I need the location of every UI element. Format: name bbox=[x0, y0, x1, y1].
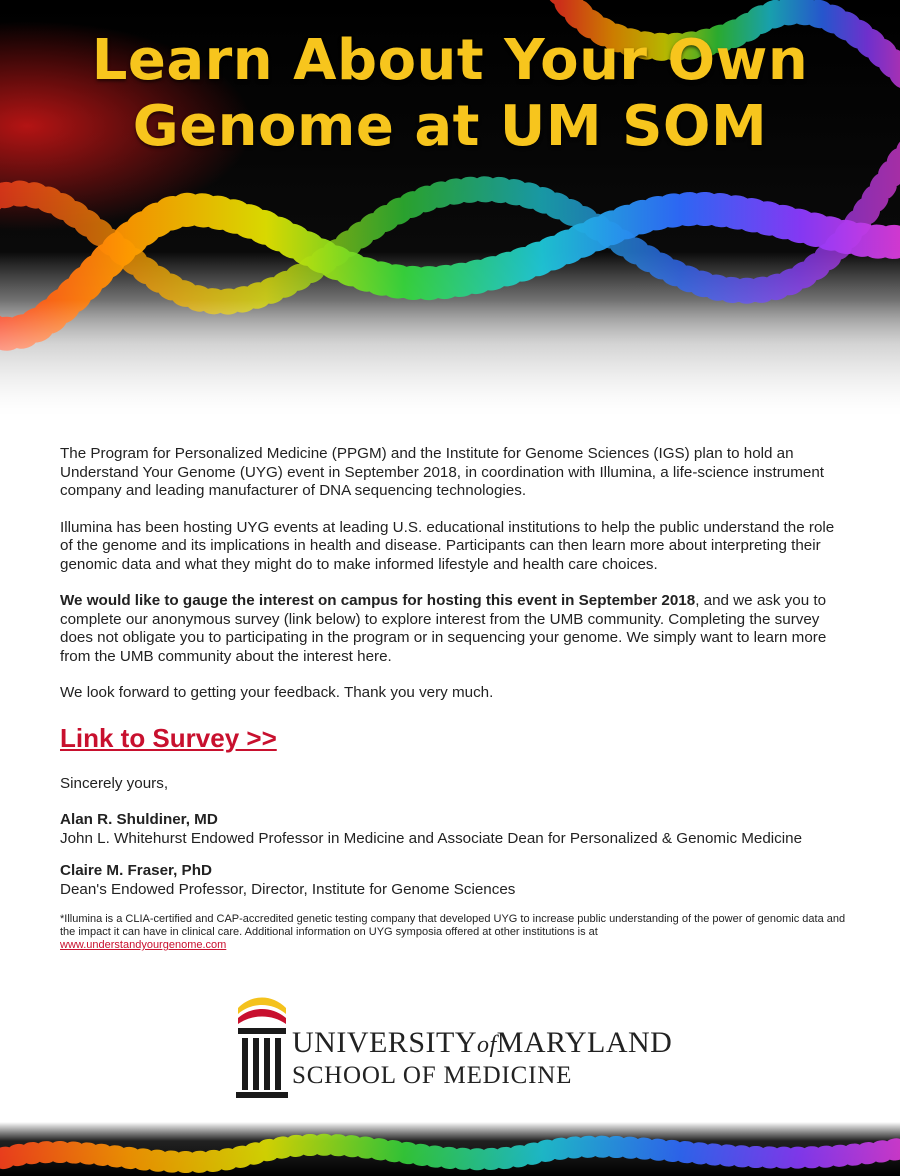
umsom-logo bbox=[234, 990, 674, 1102]
logo-university-text bbox=[292, 1026, 672, 1060]
dome-columns-icon bbox=[234, 990, 290, 1102]
paragraph-thanks: We look forward to getting your feedback. Thank you very much. bbox=[60, 684, 494, 701]
signatory-2-title: Dean's Endowed Professor, Director, Institute for Genome Sciences bbox=[60, 880, 516, 898]
paragraph-illumina: Illumina has been hosting UYG events at leading U.S. educational institutions to help the public understand the role of the genome and its implications in health and disease. Participants can then learn more about interpreting their genomic data and what they might do to make informed lifestyle and health care choices. bbox=[60, 518, 835, 573]
footer-dna-image bbox=[0, 1122, 900, 1176]
survey-link[interactable]: Link to Survey >> bbox=[60, 722, 277, 753]
closing-text: Sincerely yours, bbox=[60, 774, 169, 792]
footer-dna-band bbox=[0, 1122, 900, 1176]
footnote bbox=[60, 913, 850, 952]
signatory-1-name: Alan R. Shuldiner, MD bbox=[60, 811, 218, 828]
footnote-link[interactable]: www.understandyourgenome.com bbox=[60, 939, 227, 951]
paragraph-survey-bold: We would like to gauge the interest on campus for hosting this event in September 2018 bbox=[60, 592, 696, 609]
paragraph-intro: The Program for Personalized Medicine (PPGM) and the Institute for Genome Sciences (IGS) plan to hold an Understand Your Genome (UYG) event in September 2018, in coordination with Illumina, a life-science instrument company and leading manufacturer of DNA sequencing technologies. bbox=[60, 445, 824, 499]
signatory-1 bbox=[60, 811, 850, 848]
title-line-1: Learn About Your Own bbox=[91, 28, 809, 93]
footnote-text: *Illumina is a CLIA-certified and CAP-accredited genetic testing company that developed UYG to increase public understanding of the power of genomic data and the impact it can have in clinical care. Additional information on UYG symposia offered at other institutions is at bbox=[60, 913, 846, 938]
signatory-2 bbox=[60, 862, 850, 899]
title-line-2: Genome at UM SOM bbox=[132, 94, 768, 159]
logo-school-text: SCHOOL OF MEDICINE bbox=[292, 1062, 573, 1089]
logo-word-maryland: MARYLAND bbox=[496, 1026, 673, 1059]
page-title bbox=[0, 28, 900, 160]
hero-banner bbox=[0, 0, 900, 420]
letter-body bbox=[60, 445, 850, 952]
paragraph-survey bbox=[60, 592, 850, 666]
signatory-1-title: John L. Whitehurst Endowed Professor in Medicine and Associate Dean for Personalized & Genomic Medicine bbox=[60, 829, 803, 847]
signatory-2-name: Claire M. Fraser, PhD bbox=[60, 862, 212, 879]
logo-word-university: UNIVERSITY bbox=[292, 1026, 477, 1059]
paragraph-survey-rest: , and we ask you to complete our anonymous survey (link below) to explore interest from the UMB community. Completing the survey does not obligate you to participating in the program or in sequencing your genome. We simply want to learn more from the UMB community about the interest here. bbox=[60, 592, 827, 665]
logo-word-of: of bbox=[477, 1032, 497, 1058]
